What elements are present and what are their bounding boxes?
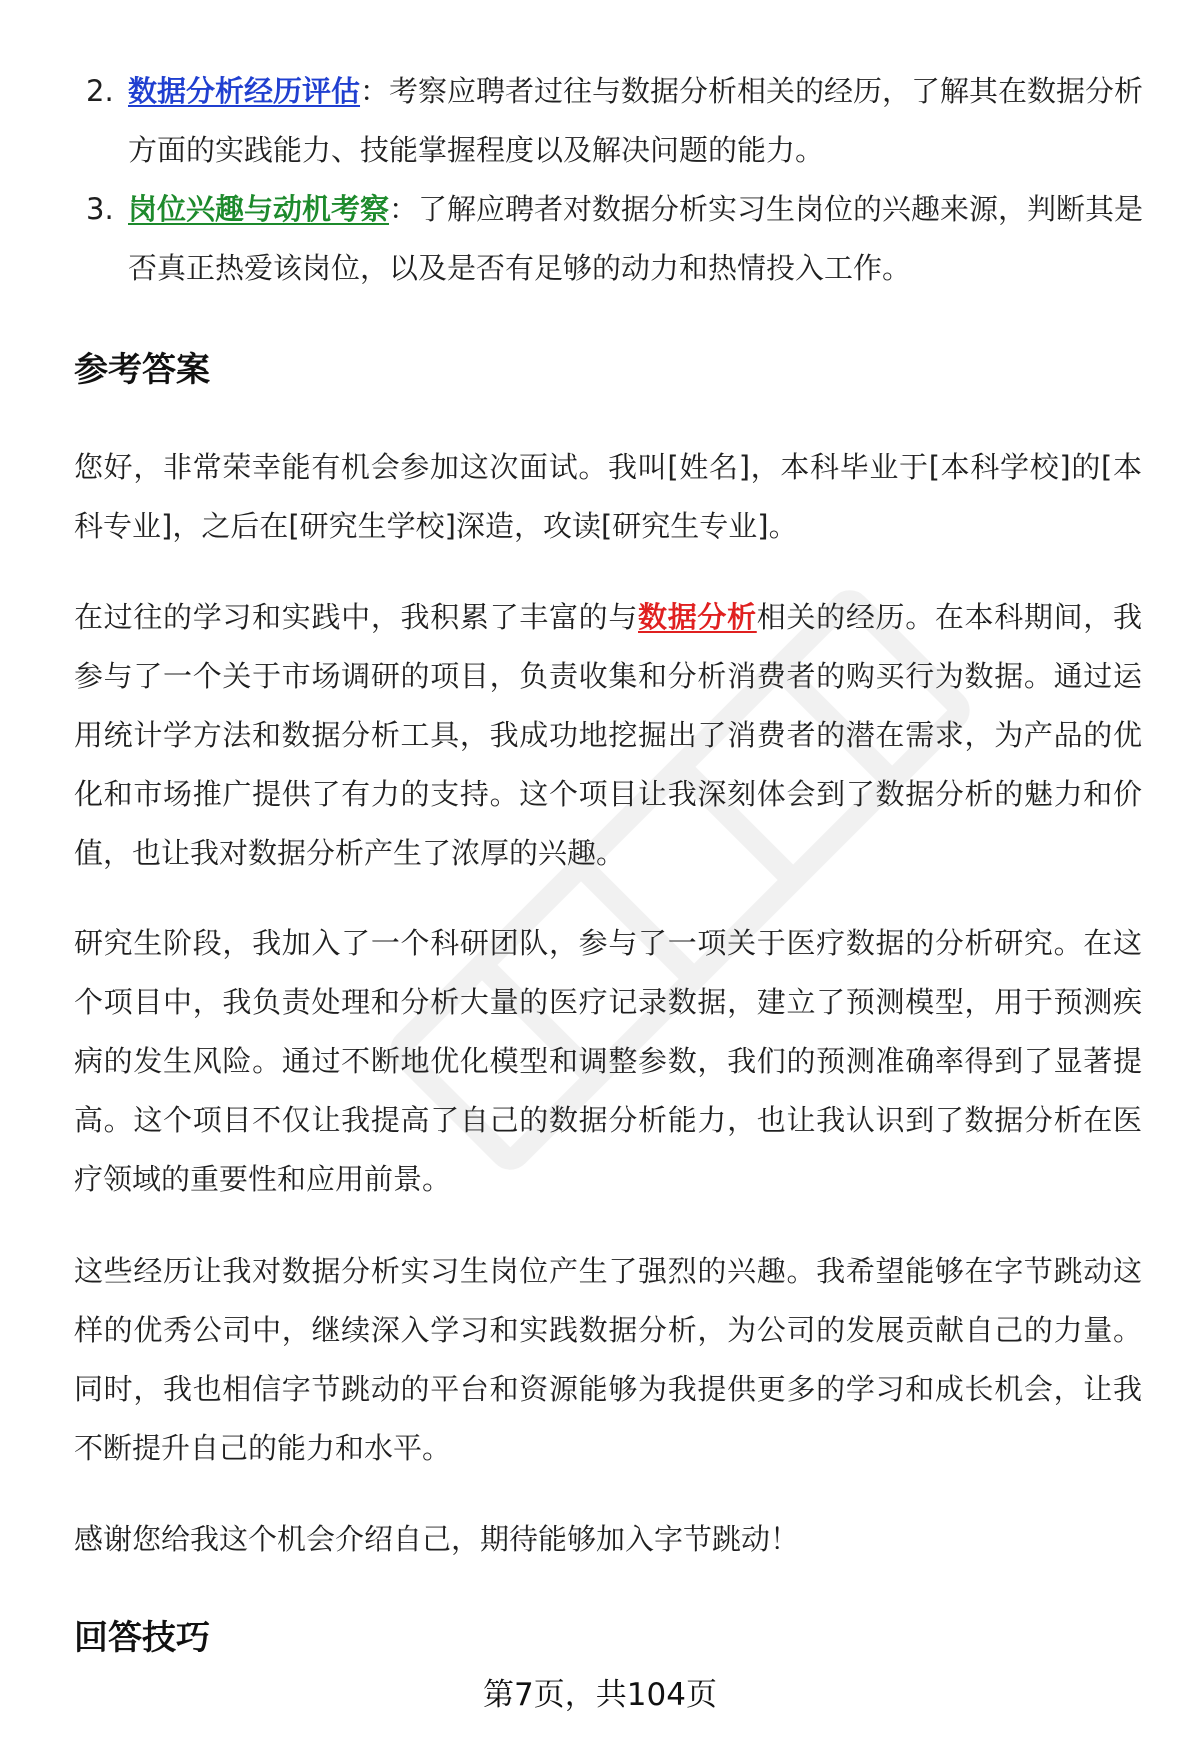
list-item (76, 62, 1156, 180)
page-number: 第7页，共104页 (483, 1677, 717, 1713)
list-item-number: 3. (86, 192, 114, 226)
list-item-body (128, 62, 1156, 180)
paragraph-text: 相关的经历。在本科期间，我参与了一个关于市场调研的项目，负责收集和分析消费者的购买行为数据。通过运用统计学方法和数据分析工具，我成功地挖掘出了消费者的潜在需求，为产品的优化和市场推广提供了有力的支持。这个项目让我深刻体会到了数据分析的魅力和价值，也让我对数据分析产生了浓厚的兴趣。 (74, 600, 1142, 870)
paragraph-intro: 您好，非常荣幸能有机会参加这次面试。我叫[姓名]，本科毕业于[本科学校]的[本科专业]，之后在[研究生学校]深造，攻读[研究生专业]。 (74, 450, 1142, 543)
list-item-keyword[interactable]: 岗位兴趣与动机考察 (128, 192, 390, 226)
paragraph-closing: 感谢您给我这个机会介绍自己，期待能够加入字节跳动！ (74, 1522, 800, 1556)
list-item-number: 2. (86, 74, 114, 108)
paragraph-graduate-experience: 研究生阶段，我加入了一个科研团队，参与了一项关于医疗数据的分析研究。在这个项目中，我负责处理和分析大量的医疗记录数据，建立了预测模型，用于预测疾病的发生风险。通过不断地优化模型和调整参数，我们的预测准确率得到了显著提高。这个项目不仅让我提高了自己的数据分析能力，也让我认识到了数据分析在医疗领域的重要性和应用前景。 (74, 926, 1142, 1196)
section-heading-reference-answer: 参考答案 (74, 350, 210, 390)
paragraph-undergrad-experience (74, 588, 1142, 883)
list-item-body (128, 180, 1156, 298)
paragraph-keyword-link[interactable]: 数据分析 (638, 600, 757, 634)
list-item-text: ：考察应聘者过往与数据分析相关的经历，了解其在数据分析方面的实践能力、技能掌握程度以及解决问题的能力。 (128, 74, 1144, 167)
list-item-keyword[interactable]: 数据分析经历评估 (128, 74, 361, 108)
list-item-text: ：了解应聘者对数据分析实习生岗位的兴趣来源，判断其是否真正热爱该岗位，以及是否有足够的动力和热情投入工作。 (128, 192, 1144, 285)
list-item (76, 180, 1156, 298)
criteria-list (76, 62, 1156, 298)
section-heading-answer-tips: 回答技巧 (74, 1618, 210, 1658)
paragraph-text: 在过往的学习和实践中，我积累了丰富的与 (74, 600, 639, 634)
paragraph-motivation: 这些经历让我对数据分析实习生岗位产生了强烈的兴趣。我希望能够在字节跳动这样的优秀公司中，继续深入学习和实践数据分析，为公司的发展贡献自己的力量。同时，我也相信字节跳动的平台和资源能够为我提供更多的学习和成长机会，让我不断提升自己的能力和水平。 (74, 1254, 1142, 1465)
